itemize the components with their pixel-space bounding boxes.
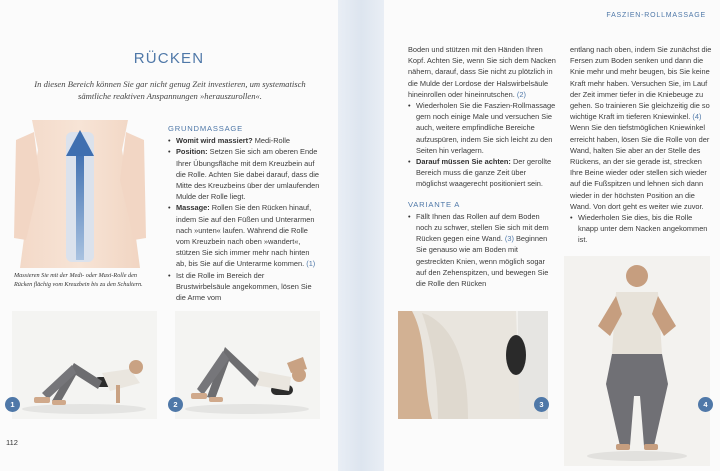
photo-number-badge: 1 xyxy=(5,397,20,412)
photo-number-badge: 2 xyxy=(168,397,183,412)
person-squat-wall-illustration xyxy=(564,256,710,466)
list-item: • Position: Setzen Sie sich am oberen Ende Ihrer Übungsfläche mit dem Kreuzbein auf die Rolle. Achten Sie dabei darauf, dass die Mitte des Kreuzbeins über der umlaufenden Mulde der Rolle liegt. xyxy=(168,146,320,202)
continuation-text: entlang nach oben, indem Sie zunächst die Fersen zum Boden senken und dann die Knie mehr und mehr beugen, bis Sie keine Kraft mehr haben. Versuchen Sie, im Lauf der Zeit immer tiefer in die Kniebeuge zu gehen. So trainieren Sie gleichzeitig die so wichtige Kraft im tieferen Kniewinkel. (4) Wenn Sie den tiefstmöglichen Kniewinkel erreicht haben, lösen Sie die Rolle von der Wand, halten Sie aber an der Stelle des Rückens, an der sie gerade ist, strecken Ihre Beine wieder oder stellen sich wieder auf die Fußspitzen und lehnen sich dann wieder in der höchsten Position an die Wand. Von dort geht es weiter wie zuvor. xyxy=(570,45,712,211)
page-title: RÜCKEN xyxy=(133,50,205,67)
wall-rolling-closeup-illustration xyxy=(398,311,548,419)
list-item: • Darauf müssen Sie achten: Der gerollte Bereich muss die ganze Zeit über möglichst waagerecht positioniert sein. xyxy=(408,156,556,190)
right-column-1 xyxy=(408,44,556,289)
list-item: • Wiederholen Sie dies, bis die Rolle knapp unter dem Nacken angekommen ist. xyxy=(570,212,714,246)
exercise-photo-2 xyxy=(175,311,320,419)
list-item: • Womit wird massiert? Medi-Rolle xyxy=(168,135,320,146)
exercise-photo-1 xyxy=(12,311,157,419)
figure-caption: Massieren Sie mit der Medi- oder Maxi-Rolle den Rücken flächig vom Kreuzbein bis zu den Schultern. xyxy=(14,272,143,288)
page-number: 112 xyxy=(6,438,18,447)
grundmassage-column xyxy=(168,123,320,303)
section-heading-variante-a: VARIANTE A xyxy=(408,199,461,209)
exercise-photo-4 xyxy=(564,256,710,466)
photo-number-badge: 3 xyxy=(534,397,549,412)
photo-number-badge: 4 xyxy=(698,397,713,412)
section-heading-grundmassage: GRUNDMASSAGE xyxy=(168,124,243,133)
person-rolling-start-illustration xyxy=(12,311,157,419)
list-item: • Wiederholen Sie die Faszien-Rollmassage gern noch einige Male und versuchen Sie auch, weitere empfindliche Bereiche aufzuspüren, indem Sie sich leicht zu den Seiten hin verlagern. xyxy=(408,100,556,156)
exercise-photo-3 xyxy=(398,311,548,419)
running-header: FASZIEN-ROLLMASSAGE xyxy=(606,12,706,19)
list-item: • Massage: Rollen Sie den Rücken hinauf, indem Sie auf den Füßen und Unterarmen nach »unten« laufen. Während die Rolle vom Kreuzbein nach oben »wandert«, stützen Sie sich immer mehr nach hinten ab, bis Sie auf die Unterarme kommen. (1) xyxy=(168,202,320,269)
right-column-2 xyxy=(570,44,714,246)
person-rolling-neck-illustration xyxy=(175,311,320,419)
list-item: • Fällt Ihnen das Rollen auf dem Boden noch zu schwer, stellen Sie sich mit dem Rücken gegen eine Wand. (3) Beginnen Sie genauso wie am Boden mit gestreckten Knien, wenn möglich sogar auf den Zehenspitzen, und bewegen Sie die Rolle den Rücken xyxy=(408,211,556,289)
continuation-text: Boden und stützen mit den Händen Ihren Kopf. Achten Sie, wenn Sie sich dem Nacken nähern, darauf, dass Sie nicht zu plötzlich in die Mulde der Lordose der Halswirbelsäule hineinrollen oder hineinrutschen. (2) xyxy=(408,45,556,99)
back-anatomy-illustration xyxy=(10,120,150,268)
page-gutter xyxy=(338,0,384,471)
intro-text: In diesen Bereich können Sie gar nicht genug Zeit investieren, um systematisch sämtliche reaktiven Anspannungen »herauszurollen«. xyxy=(34,79,306,101)
list-item: • Ist die Rolle im Bereich der Brustwirbelsäule angekommen, lösen Sie die Arme vom xyxy=(168,270,320,304)
